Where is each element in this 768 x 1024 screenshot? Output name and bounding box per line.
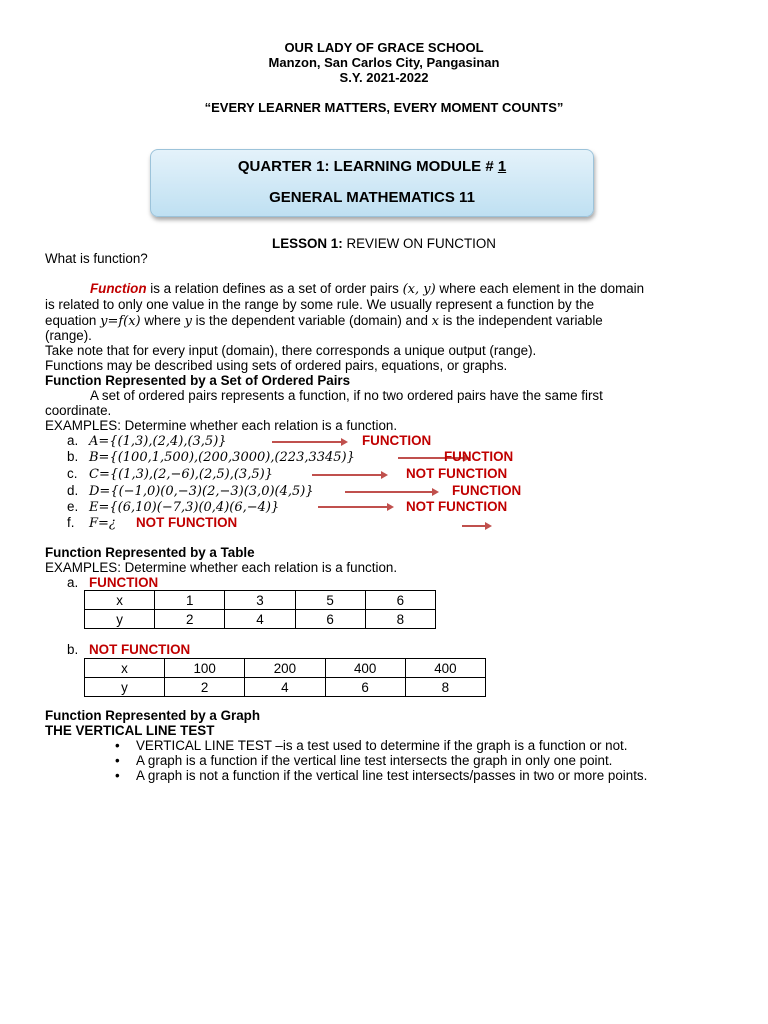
module-banner [150, 149, 594, 217]
lesson-question: What is function? [45, 251, 148, 266]
definition-text-1: is a relation defines as a set of order pairs [146, 281, 403, 296]
table-cell: 8 [405, 678, 485, 697]
banner-title-prefix: QUARTER 1: LEARNING MODULE # [237, 158, 498, 175]
bullet-text: A graph is not a function if the vertical line test intersects/passes in two or more points. [136, 768, 648, 783]
definition-line-4: (range). [45, 328, 92, 343]
banner-subject: GENERAL MATHEMATICS 11 [269, 189, 475, 206]
ordered-pairs-desc-1: A set of ordered pairs represents a function, if no two ordered pairs have the same first [90, 388, 603, 403]
answer-f: NOT FUNCTION [136, 515, 238, 530]
variable-y: y [184, 314, 192, 329]
definition-line-1 [90, 281, 644, 297]
table-cell: 6 [325, 678, 405, 697]
definition-text-1b: where each element in the domain [435, 281, 645, 296]
school-address: Manzon, San Carlos City, Pangasinan [268, 55, 500, 70]
bullet-text: A graph is a function if the vertical line test intersects the graph in only one point. [136, 753, 613, 768]
definition-text-3a: equation [45, 313, 101, 328]
example-expression: D={(−1,0)(0,−3)(2,−3)(3,0)(4,5)} [89, 484, 314, 499]
variable-x: x [431, 314, 439, 329]
lesson-name: REVIEW ON FUNCTION [342, 236, 496, 251]
table-row [85, 659, 486, 678]
table-cell: x [85, 591, 155, 610]
arrow-f [462, 525, 486, 527]
arrow-c [312, 474, 382, 476]
example-e [67, 499, 279, 516]
table-a [84, 590, 436, 629]
table-cell: y [85, 610, 155, 629]
answer-c: NOT FUNCTION [406, 466, 508, 481]
table-cell: 2 [165, 678, 245, 697]
table-cell: 6 [365, 591, 435, 610]
table-cell: 6 [295, 610, 365, 629]
table-cell: 200 [245, 659, 325, 678]
definition-text-3d: is the independent variable [438, 313, 603, 328]
table-cell: 100 [165, 659, 245, 678]
example-letter: d. [67, 483, 79, 498]
definition-text-3b: where [140, 313, 185, 328]
example-expression: A={(1,3),(2,4),(3,5)} [89, 434, 227, 449]
school-motto: “EVERY LEARNER MATTERS, EVERY MOMENT COUNTS” [204, 100, 564, 115]
definition-text-3c: is the dependent variable (domain) and [191, 313, 432, 328]
arrow-d [345, 491, 433, 493]
lesson-label: LESSON 1: [272, 236, 343, 251]
lesson-title [0, 236, 768, 251]
bullet-dot: • [115, 753, 120, 768]
example-a [67, 433, 227, 450]
table-a-answer: FUNCTION [89, 575, 159, 590]
example-letter: a. [67, 433, 79, 448]
table-b [84, 658, 486, 697]
table-cell: 5 [295, 591, 365, 610]
ordered-pairs-heading: Function Represented by a Set of Ordered Pairs [45, 373, 351, 388]
table-letter: a. [67, 575, 79, 590]
table-a-label [67, 575, 158, 591]
example-c [67, 466, 273, 483]
example-expression: B={(100,1,500),(200,3000),(223,3345)} [89, 450, 355, 465]
answer-e: NOT FUNCTION [406, 499, 508, 514]
school-name: OUR LADY OF GRACE SCHOOL [284, 40, 484, 55]
table-cell: 400 [405, 659, 485, 678]
definition-line-3 [45, 313, 603, 329]
bullet-text: VERTICAL LINE TEST –is a test used to determine if the graph is a function or not. [136, 738, 628, 753]
function-keyword: Function [90, 281, 147, 296]
arrow-e [318, 506, 388, 508]
example-f [67, 515, 116, 532]
example-d [67, 483, 314, 500]
table-cell: 400 [325, 659, 405, 678]
note-descriptions: Functions may be described using sets of ordered pairs, equations, or graphs. [45, 358, 508, 373]
example-b [67, 449, 355, 466]
function-equation: y=f(x) [100, 314, 141, 329]
table-heading: Function Represented by a Table [45, 545, 255, 560]
table-cell: 1 [155, 591, 225, 610]
answer-d: FUNCTION [452, 483, 522, 498]
answer-b: FUNCTION [444, 449, 514, 464]
ordered-pair-notation: (x, y) [402, 282, 436, 297]
answer-a: FUNCTION [362, 433, 432, 448]
table-cell: 8 [365, 610, 435, 629]
example-expression: C={(1,3),(2,−6),(2,5),(3,5)} [89, 467, 273, 482]
table-examples-label: EXAMPLES: Determine whether each relation is a function. [45, 560, 398, 575]
definition-line-2: is related to only one value in the range by some rule. We usually represent a function by the [45, 297, 595, 312]
ordered-pairs-examples-label: EXAMPLES: Determine whether each relation is a function. [45, 418, 398, 433]
table-cell: 2 [155, 610, 225, 629]
example-expression: E={(6,10)(−7,3)(0,4)(6,−4)} [89, 500, 280, 515]
graph-heading: Function Represented by a Graph [45, 708, 261, 723]
example-letter: e. [67, 499, 79, 514]
table-b-label [67, 642, 190, 658]
example-letter: b. [67, 449, 79, 464]
example-letter: c. [67, 466, 78, 481]
table-row [85, 591, 436, 610]
example-expression: F=¿ [89, 516, 116, 531]
bullet-dot: • [115, 768, 120, 783]
vertical-line-test-heading: THE VERTICAL LINE TEST [45, 723, 215, 738]
note-input-output: Take note that for every input (domain), there corresponds a unique output (range). [45, 343, 537, 358]
school-year: S.Y. 2021-2022 [339, 70, 429, 85]
table-b-answer: NOT FUNCTION [89, 642, 191, 657]
arrow-a [272, 441, 342, 443]
example-letter: f. [67, 515, 75, 530]
banner-title [151, 158, 593, 175]
table-cell: 4 [245, 678, 325, 697]
ordered-pairs-desc-2: coordinate. [45, 403, 112, 418]
table-row [85, 678, 486, 697]
table-cell: y [85, 678, 165, 697]
table-letter: b. [67, 642, 79, 657]
bullet-dot: • [115, 738, 120, 753]
table-cell: x [85, 659, 165, 678]
table-cell: 4 [225, 610, 295, 629]
banner-module-number: 1 [497, 158, 507, 175]
table-row [85, 610, 436, 629]
table-cell: 3 [225, 591, 295, 610]
